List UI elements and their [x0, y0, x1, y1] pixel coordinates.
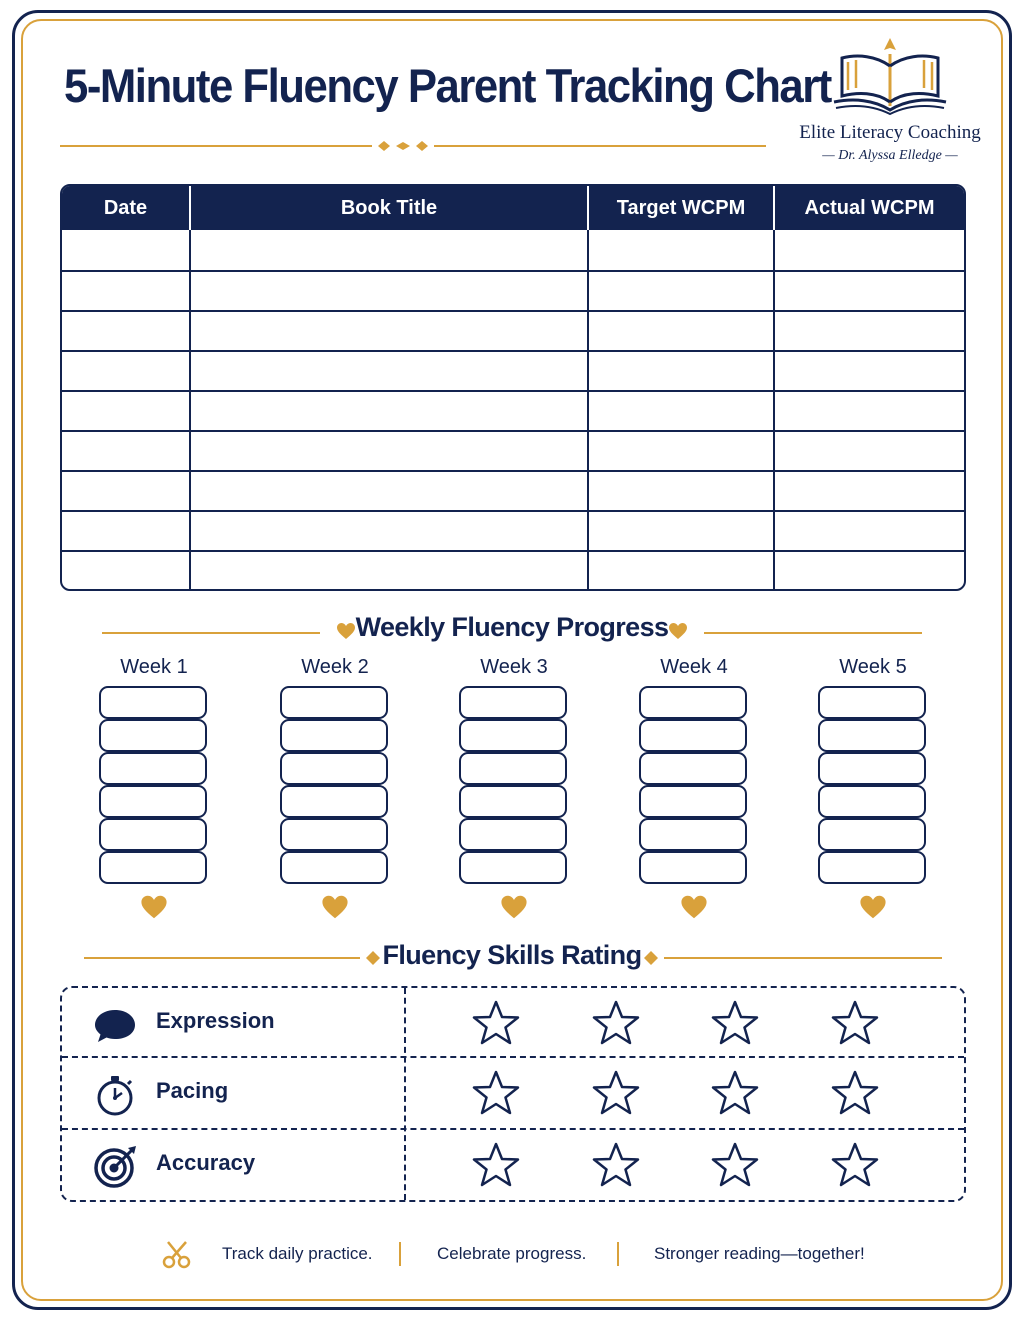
- skill-row-pacing: [62, 1056, 964, 1130]
- week-progress-cell[interactable]: [99, 686, 207, 719]
- page-title: 5-Minute Fluency Parent Tracking Chart: [64, 59, 831, 112]
- week-progress-cell[interactable]: [459, 785, 567, 818]
- actual-wcpm-cell[interactable]: [775, 512, 964, 550]
- title-divider: [60, 136, 766, 156]
- table-row: [62, 550, 964, 590]
- rating-star-icon[interactable]: [831, 1070, 879, 1116]
- week-progress-cell[interactable]: [459, 818, 567, 851]
- target-icon: [92, 1144, 138, 1190]
- skills-rating-header: [0, 940, 1024, 980]
- target-wcpm-cell[interactable]: [589, 552, 775, 590]
- table-row: [62, 470, 964, 510]
- actual-wcpm-cell[interactable]: [775, 312, 964, 350]
- column-header-target-wcpm: Target WCPM: [589, 186, 775, 230]
- weekly-progress-header: [0, 612, 1024, 652]
- week-progress-cell[interactable]: [459, 686, 567, 719]
- week-column: [99, 656, 209, 684]
- speech-bubble-icon: [92, 1002, 138, 1048]
- target-wcpm-cell[interactable]: [589, 312, 775, 350]
- week-progress-cell[interactable]: [639, 752, 747, 785]
- week-progress-cell[interactable]: [639, 686, 747, 719]
- brand-logo: [790, 36, 990, 176]
- date-cell[interactable]: [62, 272, 191, 310]
- week-progress-cell[interactable]: [639, 785, 747, 818]
- footer-divider: [617, 1242, 619, 1266]
- actual-wcpm-cell[interactable]: [775, 272, 964, 310]
- table-row: [62, 430, 964, 470]
- weekly-progress-title: Weekly Fluency Progress: [355, 612, 669, 642]
- date-cell[interactable]: [62, 352, 191, 390]
- column-header-book-title: Book Title: [191, 186, 589, 230]
- diamond-icon: [644, 951, 658, 965]
- open-book-with-torch-icon: [828, 36, 952, 116]
- week-progress-cell[interactable]: [818, 686, 926, 719]
- actual-wcpm-cell[interactable]: [775, 352, 964, 390]
- table-body: [62, 230, 964, 590]
- heart-icon: [668, 622, 688, 640]
- rating-star-icon[interactable]: [592, 1142, 640, 1188]
- brand-author: — Dr. Alyssa Elledge —: [822, 148, 958, 163]
- book-title-cell[interactable]: [191, 312, 589, 350]
- footer-divider: [399, 1242, 401, 1266]
- scissors-icon: [162, 1240, 194, 1270]
- week-column: [280, 656, 390, 684]
- week-progress-cell[interactable]: [280, 686, 388, 719]
- book-title-cell[interactable]: [191, 432, 589, 470]
- date-cell[interactable]: [62, 432, 191, 470]
- week-progress-cell[interactable]: [99, 851, 207, 884]
- book-title-cell[interactable]: [191, 512, 589, 550]
- book-title-cell[interactable]: [191, 230, 589, 270]
- column-header-date: Date: [62, 186, 191, 230]
- table-row: [62, 310, 964, 350]
- week-progress-cell[interactable]: [818, 851, 926, 884]
- footer: [0, 1240, 1024, 1270]
- heart-icon: [680, 894, 708, 920]
- rating-star-icon[interactable]: [711, 1000, 759, 1046]
- heart-icon: [500, 894, 528, 920]
- actual-wcpm-cell[interactable]: [775, 552, 964, 590]
- week-progress-cell[interactable]: [818, 785, 926, 818]
- week-progress-cell[interactable]: [280, 851, 388, 884]
- footer-text-together: Stronger reading—together!: [654, 1244, 865, 1263]
- brand-name: Elite Literacy Coaching: [799, 122, 981, 143]
- skill-label: Accuracy: [156, 1150, 256, 1175]
- week-progress-cell[interactable]: [459, 851, 567, 884]
- rating-star-icon[interactable]: [472, 1142, 520, 1188]
- rating-star-icon[interactable]: [831, 1142, 879, 1188]
- week-label: Week 1: [120, 656, 188, 678]
- skills-rating-title: Fluency Skills Rating: [382, 940, 642, 970]
- week-progress-cell[interactable]: [280, 719, 388, 752]
- week-column: [459, 656, 569, 684]
- target-wcpm-cell[interactable]: [589, 352, 775, 390]
- table-row: [62, 510, 964, 550]
- actual-wcpm-cell[interactable]: [775, 432, 964, 470]
- divider-line: [704, 632, 922, 634]
- table-header: [62, 186, 964, 230]
- skill-row-expression: [62, 988, 964, 1056]
- date-cell[interactable]: [62, 392, 191, 430]
- week-progress-cell[interactable]: [99, 719, 207, 752]
- footer-text-celebrate: Celebrate progress.: [437, 1244, 587, 1263]
- week-progress-cell[interactable]: [280, 818, 388, 851]
- date-cell[interactable]: [62, 230, 191, 270]
- week-column: [639, 656, 749, 684]
- week-progress-cell[interactable]: [99, 785, 207, 818]
- rating-star-icon[interactable]: [711, 1142, 759, 1188]
- target-wcpm-cell[interactable]: [589, 230, 775, 270]
- date-cell[interactable]: [62, 472, 191, 510]
- table-row: [62, 390, 964, 430]
- target-wcpm-cell[interactable]: [589, 392, 775, 430]
- week-label: Week 2: [301, 656, 369, 678]
- heart-icon: [321, 894, 349, 920]
- actual-wcpm-cell[interactable]: [775, 230, 964, 270]
- heart-icon: [859, 894, 887, 920]
- rating-star-icon[interactable]: [831, 1000, 879, 1046]
- week-progress-cell[interactable]: [99, 818, 207, 851]
- actual-wcpm-cell[interactable]: [775, 472, 964, 510]
- rating-star-icon[interactable]: [472, 1000, 520, 1046]
- book-title-cell[interactable]: [191, 392, 589, 430]
- book-title-cell[interactable]: [191, 272, 589, 310]
- week-label: Week 3: [480, 656, 548, 678]
- target-wcpm-cell[interactable]: [589, 272, 775, 310]
- book-title-cell[interactable]: [191, 352, 589, 390]
- target-wcpm-cell[interactable]: [589, 472, 775, 510]
- week-progress-cell[interactable]: [459, 719, 567, 752]
- target-wcpm-cell[interactable]: [589, 512, 775, 550]
- week-progress-cell[interactable]: [639, 851, 747, 884]
- table-row: [62, 350, 964, 390]
- table-row: [62, 270, 964, 310]
- week-label: Week 4: [660, 656, 728, 678]
- week-column: [818, 656, 928, 684]
- week-progress-cell[interactable]: [818, 719, 926, 752]
- rating-star-icon[interactable]: [592, 1070, 640, 1116]
- week-progress-cell[interactable]: [639, 818, 747, 851]
- date-cell[interactable]: [62, 512, 191, 550]
- week-progress-cell[interactable]: [459, 752, 567, 785]
- heart-icon: [140, 894, 168, 920]
- week-progress-cell[interactable]: [280, 752, 388, 785]
- skill-label: Pacing: [156, 1078, 229, 1103]
- rating-star-icon[interactable]: [711, 1070, 759, 1116]
- skill-label: Expression: [156, 1008, 275, 1033]
- rating-star-icon[interactable]: [472, 1070, 520, 1116]
- skills-rating-table: [60, 986, 966, 1202]
- column-header-actual-wcpm: Actual WCPM: [804, 196, 935, 219]
- week-progress-cell[interactable]: [280, 785, 388, 818]
- book-title-cell[interactable]: [191, 552, 589, 590]
- skill-row-accuracy: [62, 1128, 964, 1202]
- table-row: [62, 230, 964, 270]
- date-cell[interactable]: [62, 312, 191, 350]
- week-progress-cell[interactable]: [818, 818, 926, 851]
- week-label: Week 5: [839, 656, 907, 678]
- stopwatch-icon: [92, 1072, 138, 1118]
- reading-log-table: [60, 184, 966, 591]
- footer-text-practice: Track daily practice.: [222, 1244, 373, 1263]
- rating-star-icon[interactable]: [592, 1000, 640, 1046]
- actual-wcpm-cell[interactable]: [775, 392, 964, 430]
- divider-line: [664, 957, 942, 959]
- date-cell[interactable]: [62, 552, 191, 590]
- week-progress-cell[interactable]: [639, 719, 747, 752]
- week-progress-cell[interactable]: [818, 752, 926, 785]
- target-wcpm-cell[interactable]: [589, 432, 775, 470]
- book-title-cell[interactable]: [191, 472, 589, 510]
- week-progress-cell[interactable]: [99, 752, 207, 785]
